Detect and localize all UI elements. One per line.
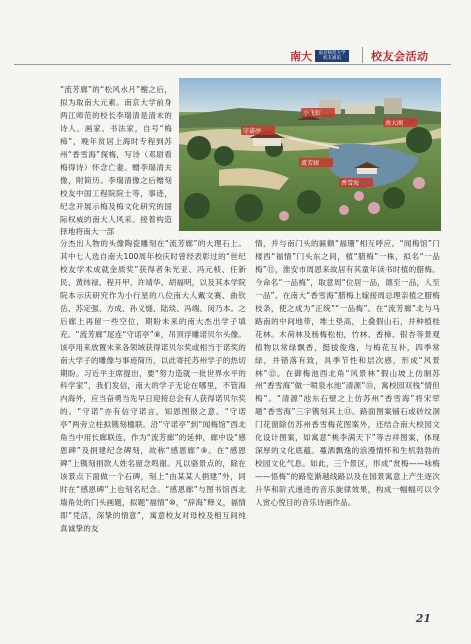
- article-text-left-top: “流芳廊”的“松风水月”榭之后，拟为取南大元素。南京大学前身两江师范的校长李瑞清是清末的诗人、画家、书法家，自号“梅痴”，晚年贫居上海时专程到苏州“香雪海”探梅，写诗（邓尉看梅得诗）怀念亡妻。赠李瑞清夫像，附简历。李瑞清像之后赠刻校友中国工程院院士等，事迹，纪念开展示梅及梅文化研究的国际权威的南大人风采。接着构造择地将南大一部: [60, 85, 172, 237]
- page-header: [0, 38, 471, 72]
- brand-logo: [290, 48, 349, 64]
- landscape-rendering-photo: [179, 78, 441, 231]
- header-divider: [362, 47, 363, 63]
- brand-name: 南大: [290, 50, 312, 63]
- article-text-left-bottom: 分杰出人物的头像陶瓷雕刻在“流芳廊”的大理石上。其中七人选自南大100周年校庆时曾经表彰过的“世纪校友学术成就金质奖”获得者朱光亚、冯元桢、任新民、黄纬禄、程开甲、许靖华、胡福明，以及其本学院院本示庆研究作为小行星的八位南大人戴文赛、曲钦岳、苏定强、方成、孙义燧、陆琰、冯端、闵乃本。之后廊上再留一些空位，期盼未来的南大杰出学子填充。“流芳廊”尾连“守诺亭”⑧，吊顶浮雕诺贝尔头像。该亭用来放置未来各领域获得诺贝尔奖或相当于诺奖的南大学子的雕像与事迹简历，以此寄托苏州学子的热切期盼。习近平主席提出，要“努力造就一批世界水平的科学家”，我们发信，南大的学子无论在哪里，不管海内海外，应当奋勇当先早日迎接总会有人获得诺贝尔奖的。“守诺”亦有信守诺言，知恩图报之意。“守诺亭”两旁立柱拟镌刻楹联。沿“守诺亭”到“闻梅馆”西北角当中用长廊联连，作为“流芳廊”的延伸，廊中设“感恩碑”及捐建纪念碑刻，故称“感恩廊”⑨。在“感恩碑”上镌刻捐款人姓名留念鸣谢。凡以骆景点的，除在该景点下面做一个石碑，刻上“由某某人捐建”外，同时在“感恩碑”上也刻名纪念。“感恩廊”与图书馆西北墙角处的门头画题，拟题“福情”⑩，“辞海”释义，福情即“凭活，深挚的情意”，寓意校友对母校及相互间纯真诚挚的友: [60, 239, 246, 533]
- garden-rendering: [179, 78, 441, 231]
- header-rule: [14, 64, 451, 65]
- photo-label-shounuoting: 守诺亭: [243, 128, 262, 135]
- photo-label-xiaofeihong: 小飞虹: [303, 110, 322, 117]
- photo-label-liufanglang: 流芳廊: [301, 160, 320, 167]
- photo-label-xiangxuehai: 香雪海: [341, 180, 360, 187]
- section-title: 校友会活动: [371, 50, 429, 63]
- photo-label-nandage: 南大阁: [385, 120, 404, 127]
- page-number: 21: [415, 612, 431, 625]
- article-text-right: 情，并与南门头的匾额“福珊”相互呼应。“闻梅馆”门楼西“福情”门头东之间，植“腊梅”一株，拟名“一品梅”⑪，淮安市周恩来故居有其童年读书时植的腊梅。今命名“一品梅”，取意周“位居一品，德至一品，人至一品”。在南大“香雪海”腊梅上嫁接周总理亲植之腊梅枝条，使之成为“正统”“一品梅”。在“流芳廊”北与马路南的中间地带，堆土垫高，上叠假山石，并种植桂花林。木荷林及杨梅松柏，竹林、香樟、银杏等景观植物以常绿飘香，挺拔俊逸，与梅花互补，四季常绿，并错落有致，具季节性和层次感，形成“风景林”⑫。在御梅池西北角“风景林”假山坡上仿制苏州“香雪海”做一喷泉水池“清源”⑬，寓校园双栈“情但梅”。“清源”池东石壁之上仿苏州“香雪海”将宋荦题“香雪海”三字镌刻其上⑬。路面图案铺石或砖纹洞门花窗除仿苏州香雪梅花图案外，还结合南大校园文化设计图案，如寓意“桃李满天下”等吉祥图案，体现深厚的文化底蕴。蔓洒飘逸的浪漫情怀和生机勃勃的校园文化气息。如此，三个景区，形成“赏梅——咏梅——悟梅”的路览渐越线路以及在园景寓意上产生逐次升华和阶式递进的音乐旋律效果，构成一幅幅可以令人赏心悦目的音乐诗画作品。: [255, 239, 440, 508]
- brand-badge: 南京师范大学校友通讯: [315, 50, 349, 62]
